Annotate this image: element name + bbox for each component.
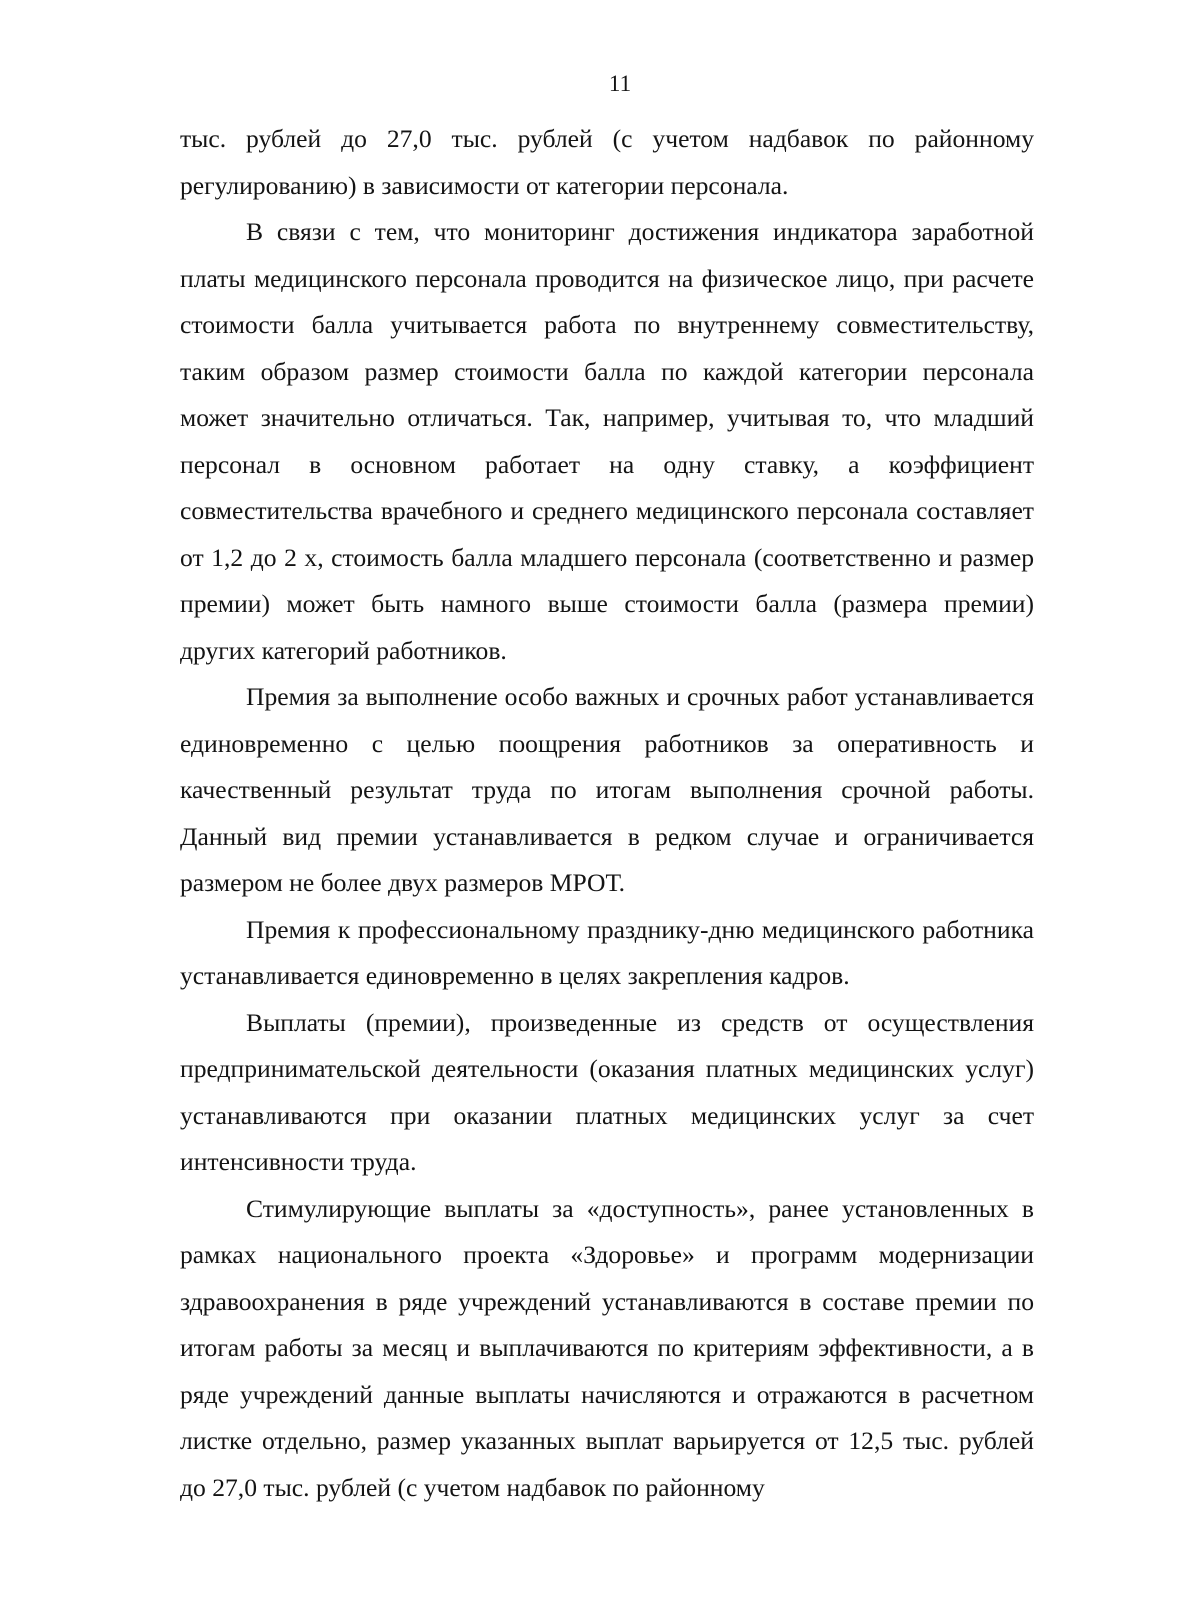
paragraph-accessibility-payments: Стимулирующие выплаты за «доступность», ранее установленных в рамках национального проекта «Здоровье» и программ модернизации здравоохранения в ряде учреждений устанавливаются в составе премии по итогам работы за месяц и выплачиваются по критериям эффективности, а в ряде учреждений данные выплаты начисляются и отражаются в расчетном листке отдельно, размер указанных выплат варьируется от 12,5 тыс. рублей до 27,0 тыс. рублей (с учетом надбавок по районному	[180, 1193, 1034, 1502]
paragraph-monitoring: В связи с тем, что мониторинг достижения индикатора заработной платы медицинского персонала проводится на физическое лицо, при расчете стоимости балла учитывается работа по внутреннему совместительству, таким образом размер стоимости балла по каждой категории персонала может значительно отличаться. Так, например, учитывая то, что младший персонал в основном работает на одну ставку, а коэффициент совместительства врачебного и среднего медицинского персонала составляет от 1,2 до 2 х, стоимость балла младшего персонала (соответственно и размер премии) может быть намного выше стоимости балла (размера премии) других категорий работников.	[180, 217, 1034, 665]
paragraph-professional-holiday-bonus: Премия к профессиональному празднику-дню медицинского работника устанавливается единовременно в целях закрепления кадров.	[180, 914, 1034, 990]
page-number: 11	[608, 71, 632, 96]
paragraph-paid-services-bonus: Выплаты (премии), произведенные из средств от осуществления предпринимательской деятельности (оказания платных медицинских услуг) устанавливаются при оказании платных медицинских услуг за счет интенсивности труда.	[180, 1007, 1034, 1176]
document-body	[180, 116, 1034, 1511]
paragraph-continuation: тыс. рублей до 27,0 тыс. рублей (с учетом надбавок по районному регулированию) в зависимости от категории персонала.	[180, 124, 1034, 200]
paragraph-urgent-work-bonus: Премия за выполнение особо важных и срочных работ устанавливается единовременно с целью поощрения работников за оперативность и качественный результат труда по итогам выполнения срочной работы. Данный вид премии устанавливается в редком случае и ограничивается размером не более двух размеров МРОТ.	[180, 682, 1034, 897]
